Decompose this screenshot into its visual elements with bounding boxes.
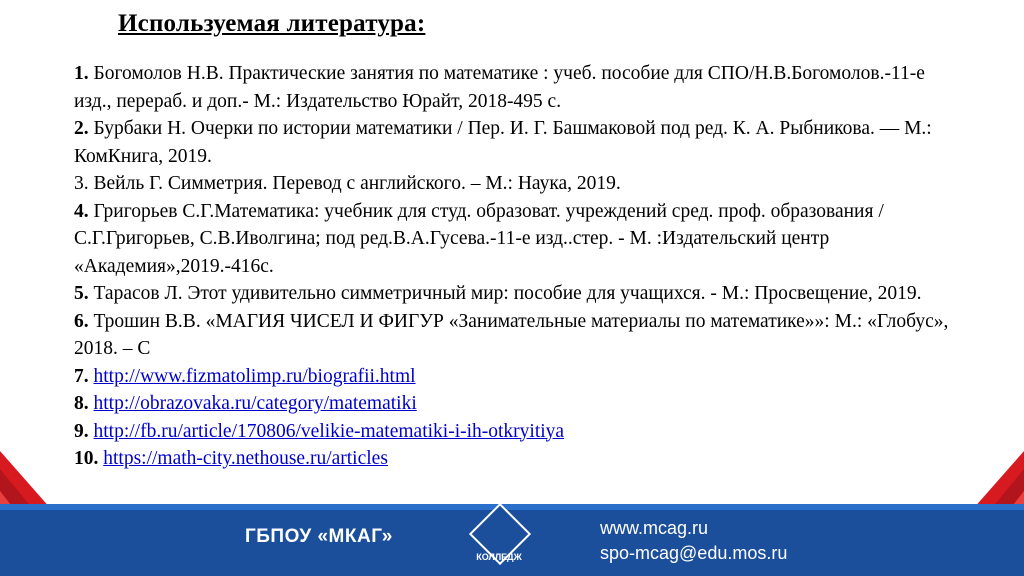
entry-number: 3. <box>74 173 89 194</box>
bibliography-list <box>74 60 964 473</box>
footer-bar <box>0 504 1024 576</box>
entry-number: 10. <box>74 448 99 469</box>
entry-number: 4. <box>74 200 89 222</box>
entry-text: Григорьев С.Г.Математика: учебник для студ. образоват. учреждений сред. проф. образования / С.Г.Григорьев, С.В.Иволгина; под ред.В.А.Гусева.-11-е изд..стер. - М. :Издательский центр «Академия»,2019.-416с. <box>74 200 884 277</box>
logo-caption: КОЛЛЕДЖ <box>476 552 522 562</box>
list-item <box>74 445 964 473</box>
entry-number: 2. <box>74 118 89 139</box>
entry-link[interactable]: https://math-city.nethouse.ru/articles <box>103 448 388 469</box>
list-item <box>74 418 964 446</box>
list-item <box>74 115 964 170</box>
entry-link[interactable]: http://fb.ru/article/170806/velikie-matematiki-i-ih-otkryitiya <box>93 420 565 442</box>
college-logo <box>470 512 528 570</box>
entry-link[interactable]: http://obrazovaka.ru/category/matematiki <box>93 393 417 414</box>
entry-number: 5. <box>74 283 89 304</box>
organization-name: ГБПОУ «МКАГ» <box>245 526 393 547</box>
list-item <box>74 390 964 418</box>
list-item <box>74 308 964 363</box>
entry-text: Бурбаки Н. Очерки по истории математики / Пер. И. Г. Башмаковой под ред. К. А. Рыбникова. — М.: КомКнига, 2019. <box>74 118 932 167</box>
website-link[interactable]: www.mcag.ru <box>600 518 709 538</box>
footer-top-stripe <box>0 504 1024 510</box>
email-link[interactable]: spo-mcag@edu.mos.ru <box>600 543 788 563</box>
entry-link[interactable]: http://www.fizmatolimp.ru/biografii.html <box>93 365 416 387</box>
page-title: Используемая литература: <box>118 10 426 37</box>
entry-number: 6. <box>74 310 89 332</box>
entry-text: Тарасов Л. Этот удивительно симметричный мир: пособие для учащихся. - М.: Просвещение, 2019. <box>93 283 922 304</box>
entry-text: Вейль Г. Симметрия. Перевод с английского. – М.: Наука, 2019. <box>93 173 621 194</box>
entry-number: 8. <box>74 393 89 414</box>
entry-number: 9. <box>74 420 89 442</box>
list-item <box>74 363 964 391</box>
entry-text: Трошин В.В. «МАГИЯ ЧИСЕЛ И ФИГУР «Занимательные материалы по математике»»: М.: «Глобус», 2018. – С <box>74 310 949 359</box>
contact-block <box>600 516 787 566</box>
list-item <box>74 198 964 281</box>
entry-text: Богомолов Н.В. Практические занятия по математике : учеб. пособие для СПО/Н.В.Богомолов.-11-е изд., перераб. и доп.- М.: Издательство Юрайт, 2018-495 с. <box>74 63 925 112</box>
list-item <box>74 60 964 115</box>
entry-number: 1. <box>74 63 89 84</box>
entry-number: 7. <box>74 365 89 387</box>
list-item <box>74 170 964 198</box>
list-item <box>74 280 964 308</box>
